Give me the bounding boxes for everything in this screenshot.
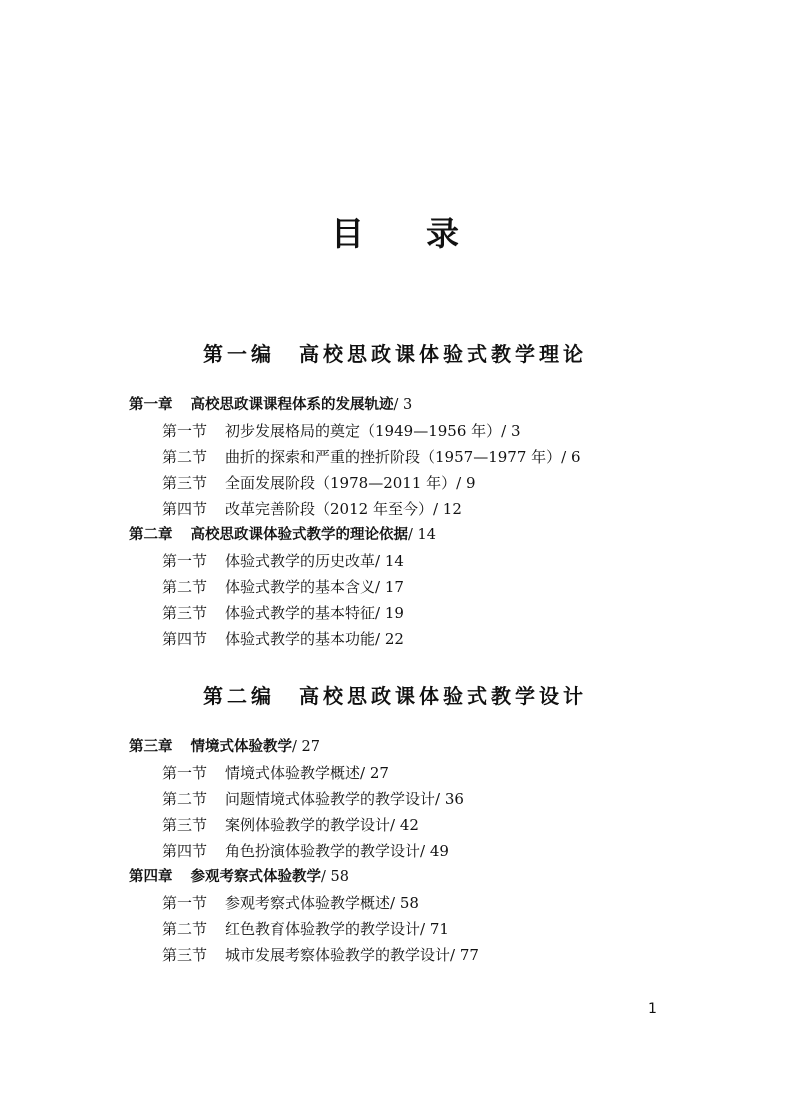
- chapter-title: 高校思政课课程体系的发展轨迹: [190, 397, 394, 413]
- part-heading-2: 第二编 高校思政课体验式教学设计: [203, 684, 587, 708]
- toc-section[interactable]: [162, 815, 419, 835]
- section-title: 全面发展阶段（1978—2011 年）: [225, 474, 457, 492]
- section-page: / 22: [375, 630, 404, 648]
- section-page: / 6: [561, 448, 581, 466]
- section-page: / 17: [375, 578, 404, 596]
- chapter-page: / 14: [408, 527, 436, 543]
- chapter-title: 高校思政课体验式教学的理论依据: [190, 527, 408, 543]
- section-page: / 12: [432, 500, 462, 518]
- section-title: 角色扮演体验教学的教学设计: [225, 842, 421, 860]
- chapter-number: 第三章: [129, 739, 173, 755]
- section-page: / 9: [456, 474, 476, 492]
- toc-section[interactable]: [162, 841, 449, 861]
- chapter-number: 第二章: [129, 527, 173, 543]
- toc-section[interactable]: [162, 919, 449, 939]
- section-page: / 58: [390, 894, 419, 912]
- section-page: / 14: [375, 552, 404, 570]
- section-number: 第一节: [162, 764, 208, 782]
- chapter-number: 第一章: [129, 397, 173, 413]
- section-number: 第四节: [162, 842, 208, 860]
- chapter-title: 参观考察式体验教学: [190, 869, 321, 885]
- section-number: 第三节: [162, 816, 208, 834]
- chapter-page: / 27: [292, 739, 320, 755]
- toc-chapter-1[interactable]: [129, 395, 412, 415]
- toc-section[interactable]: [162, 893, 419, 913]
- section-page: / 49: [420, 842, 449, 860]
- section-page: / 36: [435, 790, 464, 808]
- section-number: 第三节: [162, 474, 208, 492]
- toc-section[interactable]: [162, 763, 389, 783]
- section-number: 第二节: [162, 578, 208, 596]
- section-page: / 42: [390, 816, 419, 834]
- section-page: / 77: [450, 946, 479, 964]
- toc-section[interactable]: [162, 577, 404, 597]
- section-number: 第三节: [162, 604, 208, 622]
- part-heading-1: 第一编 高校思政课体验式教学理论: [203, 342, 587, 366]
- section-number: 第一节: [162, 422, 208, 440]
- section-page: / 27: [360, 764, 389, 782]
- section-page: / 3: [501, 422, 521, 440]
- page-title: 目录: [331, 214, 521, 253]
- section-title: 体验式教学的基本功能: [225, 630, 376, 648]
- section-title: 改革完善阶段（2012 年至今）: [225, 500, 433, 518]
- section-number: 第一节: [162, 894, 208, 912]
- section-number: 第一节: [162, 552, 208, 570]
- section-title: 参观考察式体验教学概述: [225, 894, 391, 912]
- toc-section[interactable]: [162, 603, 404, 623]
- toc-section[interactable]: [162, 551, 404, 571]
- section-number: 第三节: [162, 946, 208, 964]
- section-page: / 71: [420, 920, 449, 938]
- section-number: 第四节: [162, 630, 208, 648]
- section-title: 初步发展格局的奠定（1949—1956 年）: [225, 422, 502, 440]
- toc-section[interactable]: [162, 473, 476, 493]
- section-title: 曲折的探索和严重的挫折阶段（1957—1977 年）: [225, 448, 562, 466]
- section-title: 城市发展考察体验教学的教学设计: [225, 946, 451, 964]
- toc-section[interactable]: [162, 629, 404, 649]
- toc-section[interactable]: [162, 447, 581, 467]
- section-number: 第四节: [162, 500, 208, 518]
- toc-chapter-2[interactable]: [129, 525, 436, 545]
- section-title: 问题情境式体验教学的教学设计: [225, 790, 436, 808]
- chapter-page: / 3: [393, 397, 413, 413]
- section-title: 案例体验教学的教学设计: [225, 816, 391, 834]
- toc-section[interactable]: [162, 789, 464, 809]
- toc-section[interactable]: [162, 421, 521, 441]
- section-page: / 19: [375, 604, 404, 622]
- toc-section[interactable]: [162, 499, 462, 519]
- toc-chapter-3[interactable]: [129, 737, 320, 757]
- chapter-title: 情境式体验教学: [190, 739, 292, 755]
- chapter-page: / 58: [321, 869, 349, 885]
- section-number: 第二节: [162, 920, 208, 938]
- section-title: 红色教育体验教学的教学设计: [225, 920, 421, 938]
- section-title: 体验式教学的历史改革: [225, 552, 376, 570]
- section-number: 第二节: [162, 790, 208, 808]
- page-number: 1: [648, 1001, 657, 1017]
- toc-chapter-4[interactable]: [129, 867, 349, 887]
- toc-section[interactable]: [162, 945, 479, 965]
- section-title: 体验式教学的基本含义: [225, 578, 376, 596]
- section-title: 体验式教学的基本特征: [225, 604, 376, 622]
- section-title: 情境式体验教学概述: [225, 764, 361, 782]
- section-number: 第二节: [162, 448, 208, 466]
- chapter-number: 第四章: [129, 869, 173, 885]
